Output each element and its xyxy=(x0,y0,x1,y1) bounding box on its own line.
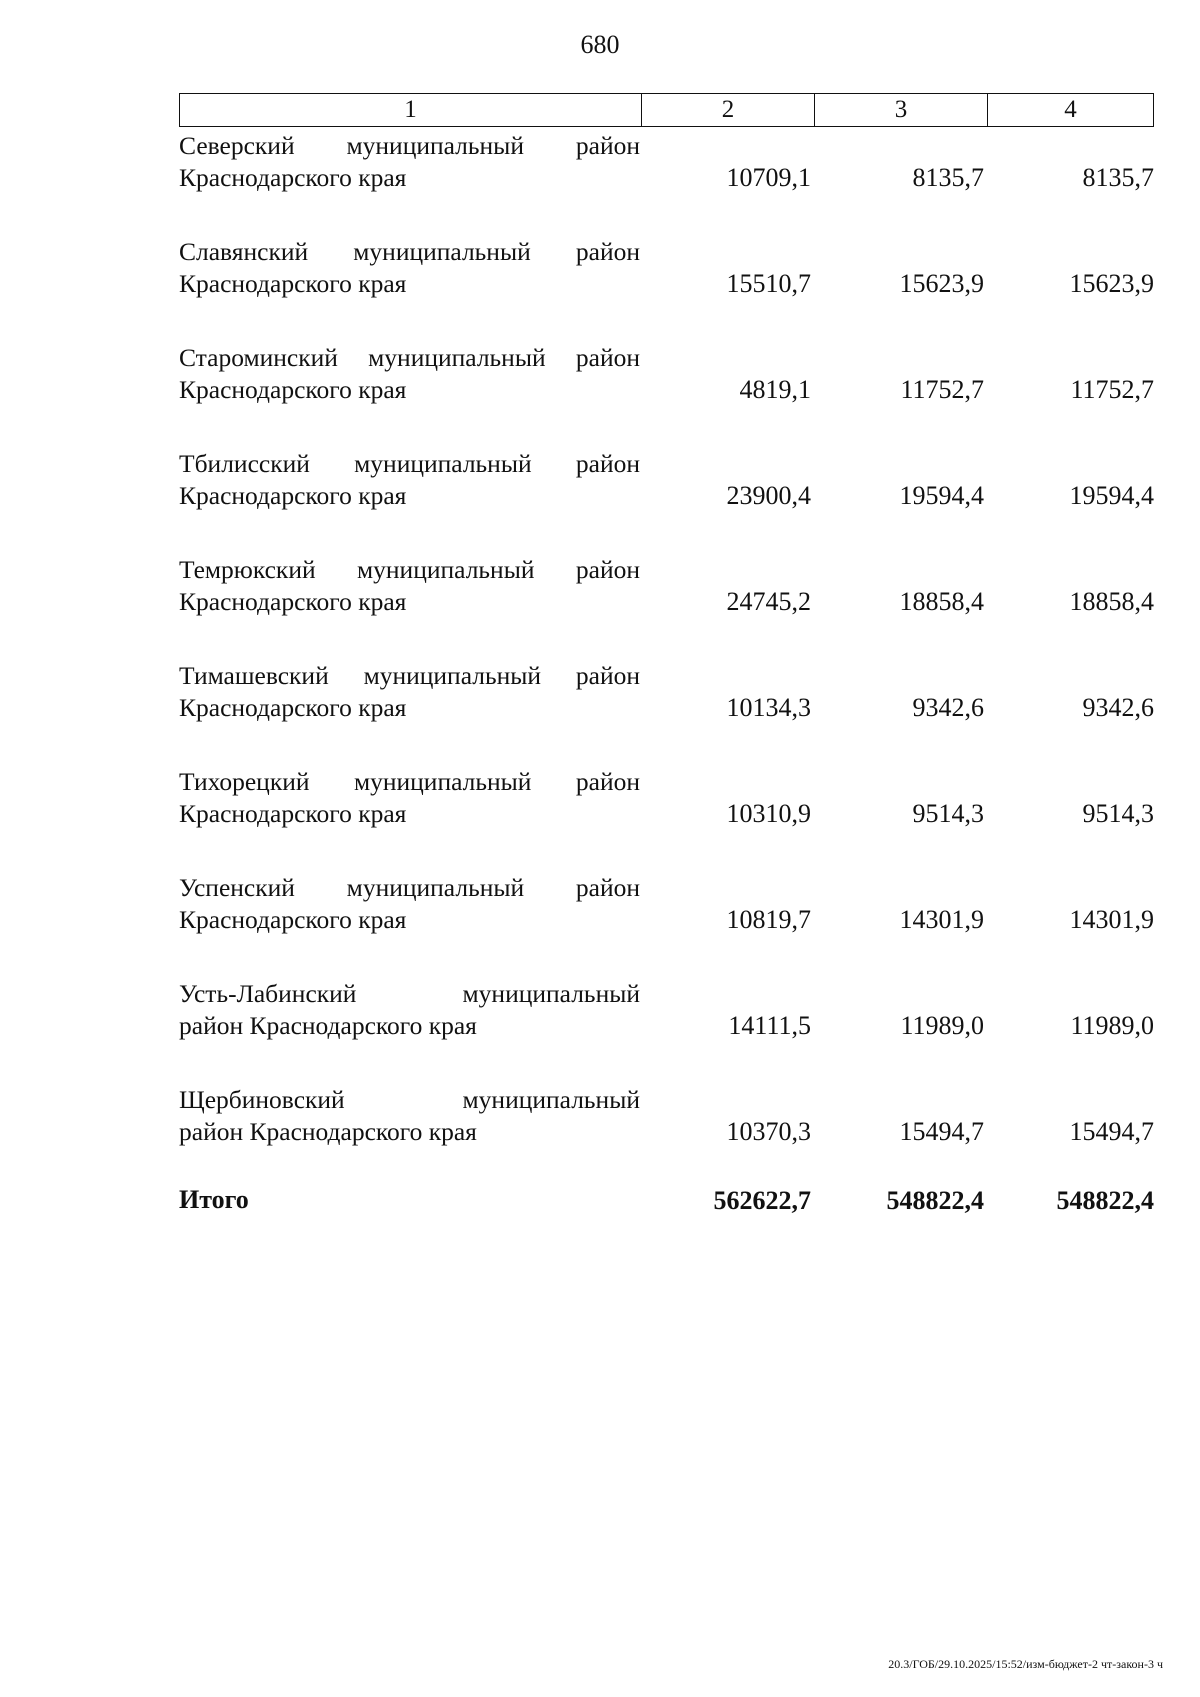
district-name-line1: Староминский муниципальный район xyxy=(179,343,640,372)
district-name-line1: Тбилисский муниципальный район xyxy=(179,449,640,478)
total-col-2: 562622,7 xyxy=(713,1186,811,1215)
district-name-line2: Краснодарского края xyxy=(179,481,407,510)
table-header xyxy=(179,93,1154,127)
district-name-line2: Краснодарского края xyxy=(179,587,407,616)
district-name xyxy=(179,554,640,618)
table-row xyxy=(179,126,1154,232)
value-col-3: 9342,6 xyxy=(912,693,984,722)
value-col-4: 15623,9 xyxy=(1069,269,1154,298)
district-name xyxy=(179,660,640,724)
total-col-3: 548822,4 xyxy=(886,1186,984,1215)
table-row xyxy=(179,868,1154,974)
value-col-3: 15623,9 xyxy=(899,269,984,298)
value-col-2: 10709,1 xyxy=(726,163,811,192)
value-col-4: 8135,7 xyxy=(1082,163,1154,192)
district-name xyxy=(179,130,640,194)
district-name xyxy=(179,978,640,1042)
value-col-3: 19594,4 xyxy=(899,481,984,510)
district-name xyxy=(179,448,640,512)
header-col-1: 1 xyxy=(180,94,642,126)
district-name xyxy=(179,766,640,830)
table-row xyxy=(179,762,1154,868)
table-row xyxy=(179,1080,1154,1186)
district-name-line2: Краснодарского края xyxy=(179,163,407,192)
value-col-4: 15494,7 xyxy=(1069,1117,1154,1146)
table-row xyxy=(179,656,1154,762)
table-row xyxy=(179,974,1154,1080)
page-number: 680 xyxy=(580,30,620,59)
value-col-4: 9514,3 xyxy=(1082,799,1154,828)
header-col-2: 2 xyxy=(642,94,815,126)
district-name-line1: Темрюкский муниципальный район xyxy=(179,555,640,584)
total-label: Итого xyxy=(179,1185,249,1214)
value-col-2: 15510,7 xyxy=(726,269,811,298)
table-row xyxy=(179,232,1154,338)
district-name xyxy=(179,342,640,406)
value-col-3: 9514,3 xyxy=(912,799,984,828)
value-col-2: 24745,2 xyxy=(726,587,811,616)
district-name xyxy=(179,236,640,300)
district-name-line1: Щербиновский муниципальный xyxy=(179,1085,640,1114)
district-name-line2: Краснодарского края xyxy=(179,905,407,934)
value-col-3: 15494,7 xyxy=(899,1117,984,1146)
total-col-4: 548822,4 xyxy=(1056,1186,1154,1215)
value-col-4: 14301,9 xyxy=(1069,905,1154,934)
value-col-4: 19594,4 xyxy=(1069,481,1154,510)
value-col-2: 14111,5 xyxy=(728,1011,811,1040)
table-row xyxy=(179,550,1154,656)
value-col-3: 14301,9 xyxy=(899,905,984,934)
value-col-4: 18858,4 xyxy=(1069,587,1154,616)
district-name-line2: Краснодарского края xyxy=(179,269,407,298)
table-body xyxy=(179,126,1154,1186)
district-name-line2: район Краснодарского края xyxy=(179,1011,477,1040)
district-name-line1: Успенский муниципальный район xyxy=(179,873,640,902)
district-name-line1: Тихорецкий муниципальный район xyxy=(179,767,640,796)
table-row xyxy=(179,444,1154,550)
value-col-2: 10310,9 xyxy=(726,799,811,828)
header-col-3: 3 xyxy=(815,94,988,126)
district-name xyxy=(179,872,640,936)
document-footer: 20.3/ГОБ/29.10.2025/15:52/изм-бюджет-2 чт-закон-3 ч xyxy=(888,1657,1163,1671)
value-col-2: 4819,1 xyxy=(739,375,811,404)
district-name-line1: Славянский муниципальный район xyxy=(179,237,640,266)
value-col-3: 18858,4 xyxy=(899,587,984,616)
value-col-4: 11989,0 xyxy=(1070,1011,1154,1040)
district-name-line2: Краснодарского края xyxy=(179,693,407,722)
value-col-4: 11752,7 xyxy=(1070,375,1154,404)
value-col-3: 11752,7 xyxy=(900,375,984,404)
district-name-line2: Краснодарского края xyxy=(179,375,407,404)
table-row xyxy=(179,338,1154,444)
district-name-line1: Северский муниципальный район xyxy=(179,131,640,160)
value-col-2: 10134,3 xyxy=(726,693,811,722)
header-col-4: 4 xyxy=(1064,96,1077,123)
district-name-line2: район Краснодарского края xyxy=(179,1117,477,1146)
district-name-line1: Тимашевский муниципальный район xyxy=(179,661,640,690)
district-name-line1: Усть-Лабинский муниципальный xyxy=(179,979,640,1008)
value-col-4: 9342,6 xyxy=(1082,693,1154,722)
total-row xyxy=(179,1185,1154,1225)
value-col-2: 23900,4 xyxy=(726,481,811,510)
value-col-2: 10819,7 xyxy=(726,905,811,934)
value-col-3: 8135,7 xyxy=(912,163,984,192)
value-col-3: 11989,0 xyxy=(900,1011,984,1040)
district-name-line2: Краснодарского края xyxy=(179,799,407,828)
district-name xyxy=(179,1084,640,1148)
value-col-2: 10370,3 xyxy=(726,1117,811,1146)
